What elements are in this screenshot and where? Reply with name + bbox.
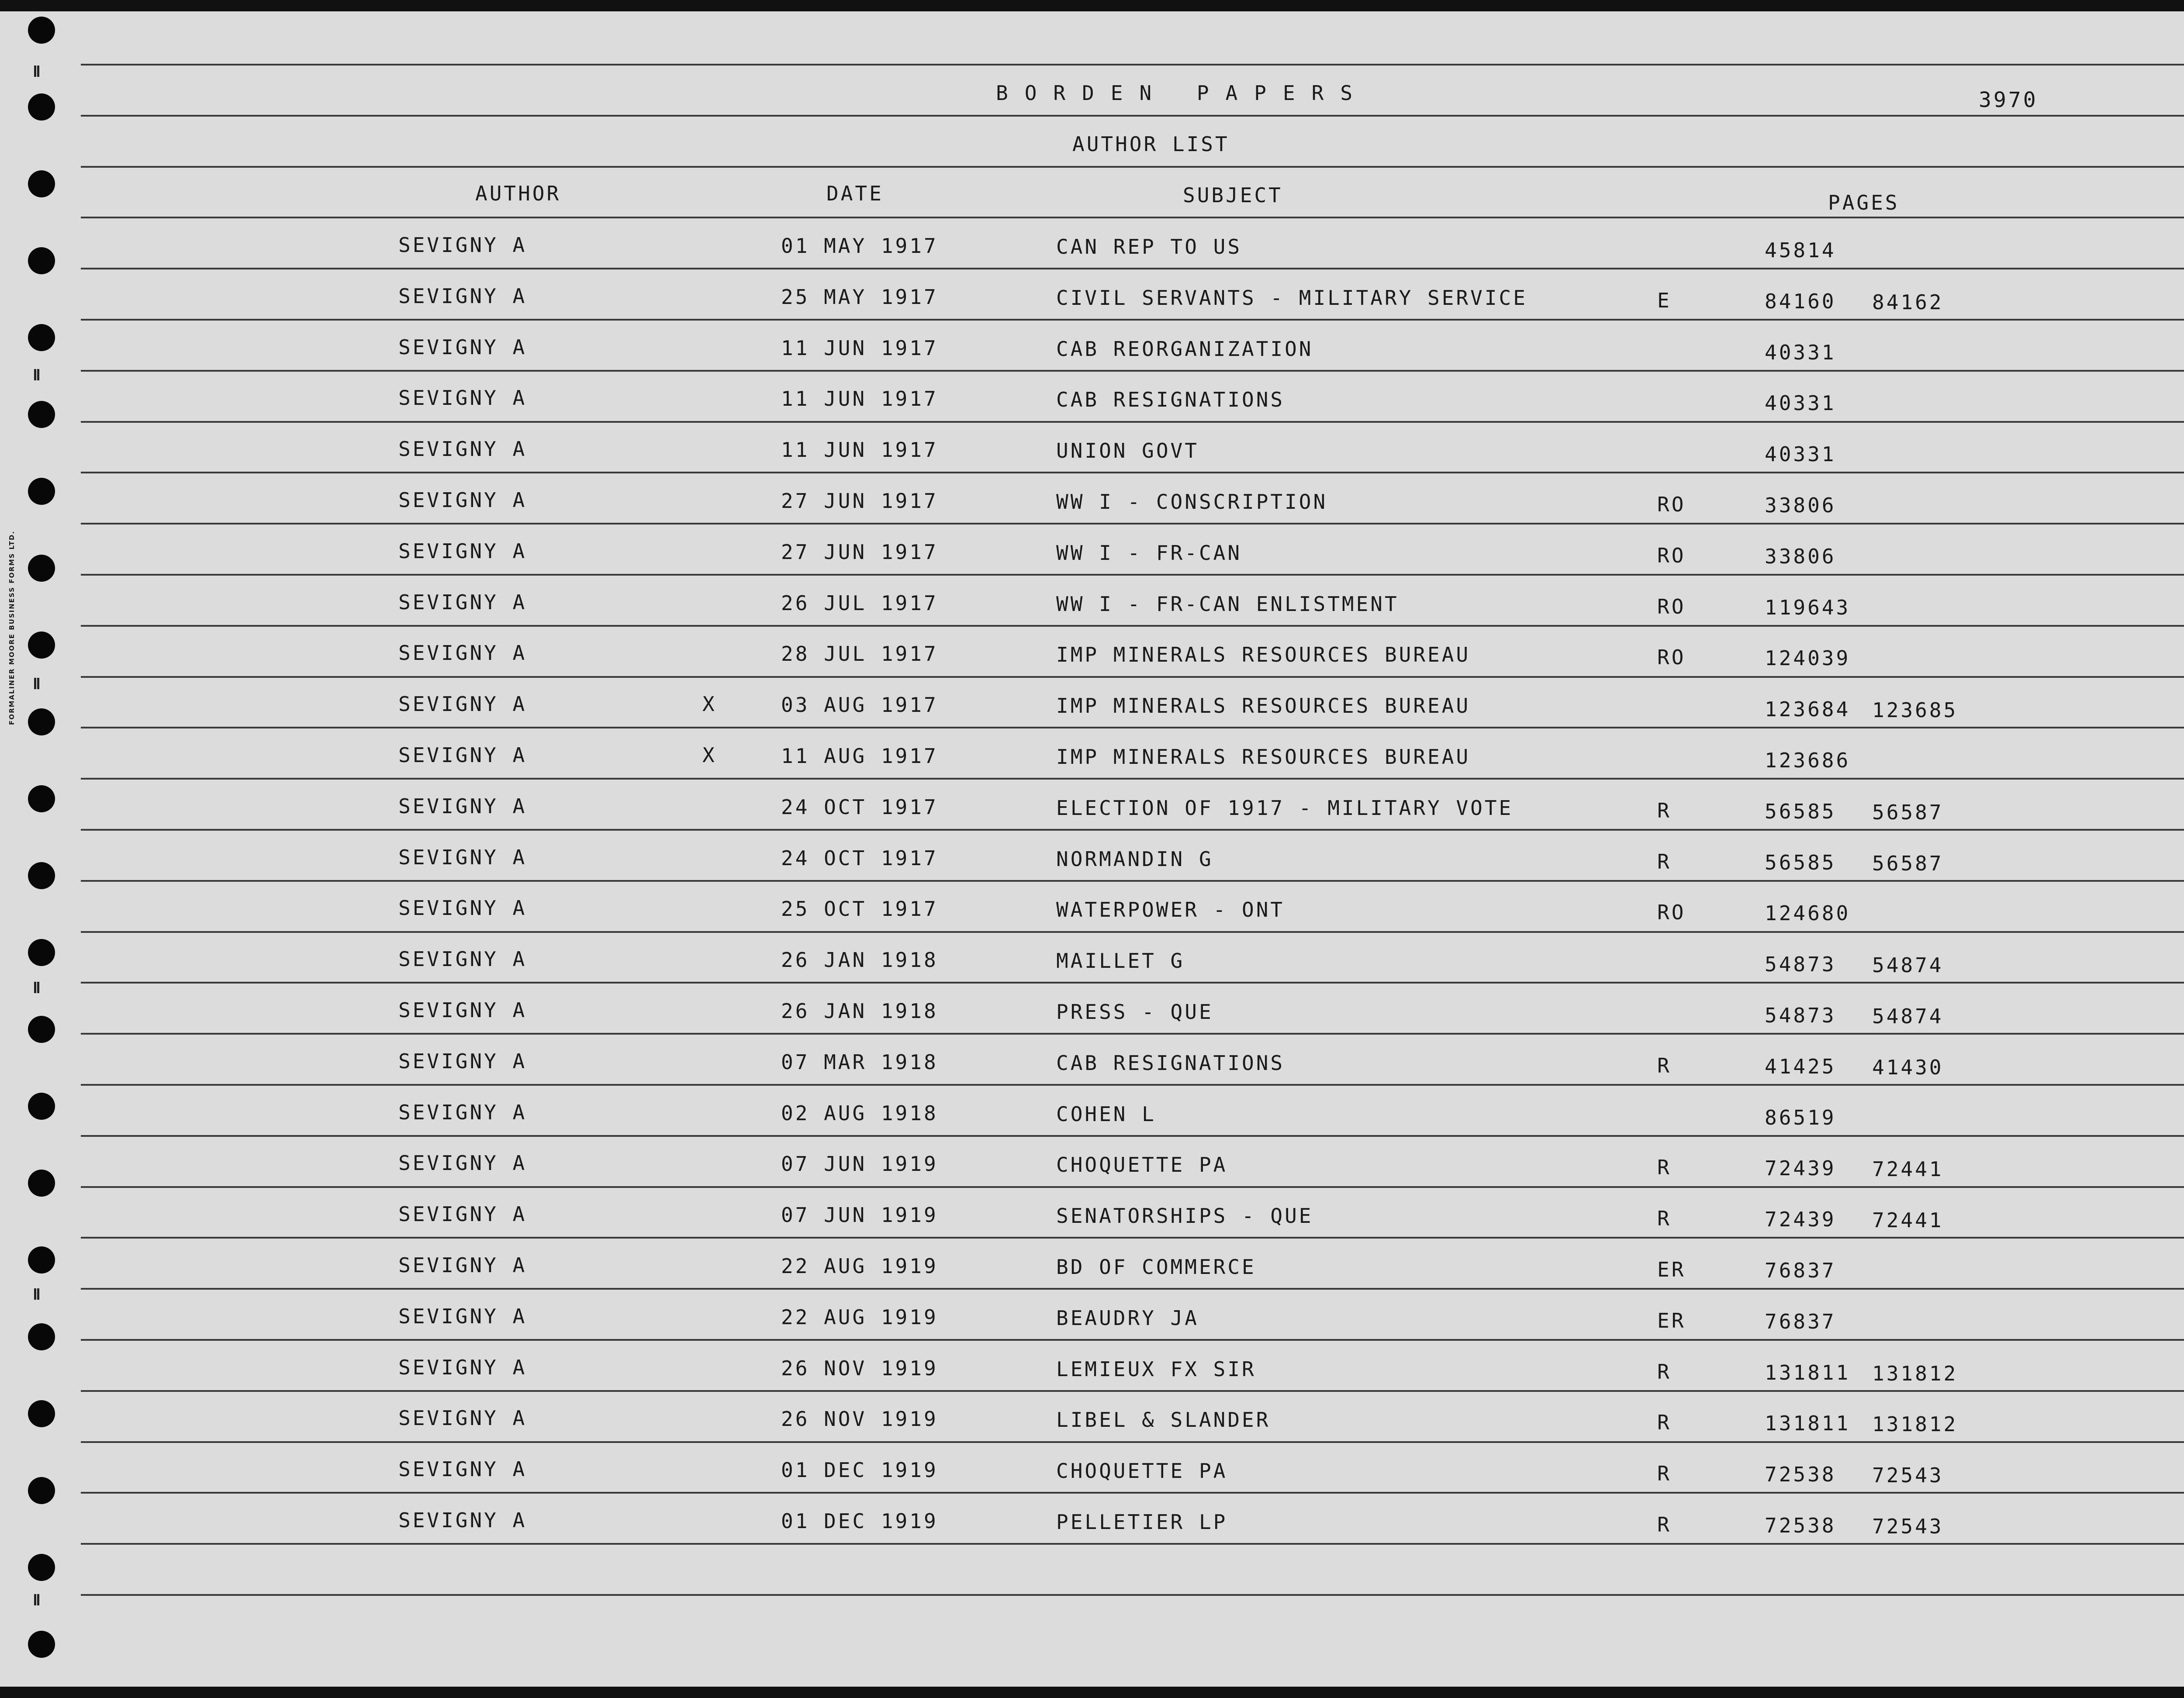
author-cell: SEVIGNY A bbox=[398, 1253, 527, 1277]
date-cell: 26 JUL 1917 bbox=[781, 591, 938, 615]
date-cell: 11 JUN 1917 bbox=[781, 336, 938, 360]
ruled-line bbox=[81, 829, 2184, 831]
author-cell: SEVIGNY A bbox=[398, 1049, 527, 1073]
ruled-line bbox=[81, 1288, 2184, 1290]
margin-imprint: FORMALINER MOORE BUSINESS FORMS LTD. bbox=[8, 530, 16, 725]
code-cell: R bbox=[1657, 1156, 1672, 1179]
author-cell: SEVIGNY A bbox=[398, 539, 527, 563]
subject-cell: CAB RESIGNATIONS bbox=[1056, 1051, 1285, 1075]
date-cell: 01 DEC 1919 bbox=[781, 1458, 938, 1482]
column-header-date: DATE bbox=[826, 182, 884, 205]
table-row bbox=[0, 898, 2184, 924]
page-end-cell: 131812 bbox=[1872, 1362, 1958, 1385]
perforation-mark bbox=[34, 369, 39, 380]
ruled-line bbox=[81, 268, 2184, 269]
author-cell: SEVIGNY A bbox=[398, 386, 527, 410]
table-row bbox=[0, 1357, 2184, 1384]
subject-cell: WW I - FR-CAN ENLISTMENT bbox=[1056, 592, 1399, 616]
author-cell: SEVIGNY A bbox=[398, 743, 527, 767]
subject-cell: WW I - CONSCRIPTION bbox=[1056, 490, 1328, 514]
ruled-line bbox=[81, 217, 2184, 218]
subject-cell: COHEN L bbox=[1056, 1102, 1156, 1126]
date-cell: 11 JUN 1917 bbox=[781, 387, 938, 411]
author-cell: SEVIGNY A bbox=[398, 488, 527, 512]
ruled-line bbox=[81, 1390, 2184, 1392]
author-cell: SEVIGNY A bbox=[398, 896, 527, 920]
table-row bbox=[0, 337, 2184, 363]
page-start-cell: 72538 bbox=[1765, 1514, 1836, 1537]
ruled-line bbox=[81, 421, 2184, 423]
page-end-cell: 56587 bbox=[1872, 852, 1944, 875]
perforation-mark bbox=[34, 1288, 39, 1300]
page-start-cell: 84160 bbox=[1765, 290, 1836, 313]
page-end-cell: 72543 bbox=[1872, 1515, 1944, 1538]
date-cell: 26 JAN 1918 bbox=[781, 999, 938, 1023]
ruled-line bbox=[81, 370, 2184, 372]
ruled-line bbox=[81, 1339, 2184, 1341]
page-start-cell: 72439 bbox=[1765, 1208, 1836, 1231]
code-cell: R bbox=[1657, 1207, 1672, 1230]
page-start-cell: 76837 bbox=[1765, 1259, 1836, 1282]
date-cell: 07 JUN 1919 bbox=[781, 1203, 938, 1227]
page-start-cell: 131811 bbox=[1765, 1361, 1851, 1384]
date-cell: 27 JUN 1917 bbox=[781, 489, 938, 513]
author-cell: SEVIGNY A bbox=[398, 794, 527, 818]
table-row bbox=[0, 1306, 2184, 1332]
author-cell: SEVIGNY A bbox=[398, 1305, 527, 1328]
subject-cell: CAB REORGANIZATION bbox=[1056, 337, 1313, 361]
code-cell: RO bbox=[1657, 901, 1686, 924]
tractor-feed-hole bbox=[28, 93, 55, 121]
page-start-cell: 119643 bbox=[1765, 596, 1851, 619]
author-cell: SEVIGNY A bbox=[398, 1457, 527, 1481]
page-start-cell: 124039 bbox=[1765, 646, 1851, 670]
subject-cell: SENATORSHIPS - QUE bbox=[1056, 1204, 1313, 1228]
page-start-cell: 131811 bbox=[1765, 1412, 1851, 1435]
document-title: BORDEN PAPERS bbox=[996, 81, 1369, 105]
document-subtitle: AUTHOR LIST bbox=[1072, 132, 1230, 156]
column-header-author: AUTHOR bbox=[475, 182, 561, 205]
scan-border-top bbox=[0, 0, 2184, 11]
table-row bbox=[0, 643, 2184, 669]
date-cell: 22 AUG 1919 bbox=[781, 1254, 938, 1278]
perforation-mark bbox=[34, 66, 39, 77]
page-start-cell: 56585 bbox=[1765, 851, 1836, 874]
table-row bbox=[0, 1153, 2184, 1179]
subject-cell: LIBEL & SLANDER bbox=[1056, 1408, 1271, 1432]
subject-cell: ELECTION OF 1917 - MILITARY VOTE bbox=[1056, 796, 1514, 820]
ruled-line bbox=[81, 1441, 2184, 1443]
table-row bbox=[0, 439, 2184, 465]
code-cell: ER bbox=[1657, 1309, 1686, 1332]
date-cell: 02 AUG 1918 bbox=[781, 1101, 938, 1125]
page-start-cell: 54873 bbox=[1765, 953, 1836, 976]
subject-cell: CHOQUETTE PA bbox=[1056, 1459, 1228, 1483]
code-cell: RO bbox=[1657, 493, 1686, 516]
subject-cell: CAN REP TO US bbox=[1056, 235, 1242, 259]
page-start-cell: 123684 bbox=[1765, 697, 1851, 721]
ruled-line bbox=[81, 1237, 2184, 1239]
page-end-cell: 72441 bbox=[1872, 1208, 1944, 1232]
ruled-line bbox=[81, 778, 2184, 780]
date-cell: 03 AUG 1917 bbox=[781, 693, 938, 717]
page-end-cell: 72543 bbox=[1872, 1463, 1944, 1487]
date-cell: 28 JUL 1917 bbox=[781, 642, 938, 666]
page-start-cell: 124680 bbox=[1765, 901, 1851, 925]
date-cell: 01 MAY 1917 bbox=[781, 234, 938, 258]
code-cell: R bbox=[1657, 1054, 1672, 1077]
table-row bbox=[0, 1408, 2184, 1434]
date-cell: 07 MAR 1918 bbox=[781, 1050, 938, 1074]
author-cell: SEVIGNY A bbox=[398, 284, 527, 308]
ruled-line bbox=[81, 625, 2184, 627]
page-start-cell: 40331 bbox=[1765, 391, 1836, 415]
table-row bbox=[0, 847, 2184, 873]
tractor-feed-hole bbox=[28, 1631, 55, 1658]
scan-border-bottom bbox=[0, 1687, 2184, 1698]
ruled-line bbox=[81, 880, 2184, 882]
code-cell: RO bbox=[1657, 645, 1686, 669]
ruled-line bbox=[81, 64, 2184, 66]
code-cell: R bbox=[1657, 1462, 1672, 1485]
column-header-pages: PAGES bbox=[1828, 191, 1900, 214]
author-cell: SEVIGNY A bbox=[398, 233, 527, 257]
ruled-line bbox=[81, 574, 2184, 576]
ruled-line bbox=[81, 472, 2184, 473]
page-end-cell: 131812 bbox=[1872, 1412, 1958, 1436]
table-row bbox=[0, 949, 2184, 975]
subject-cell: MAILLET G bbox=[1056, 949, 1185, 973]
page-end-cell: 56587 bbox=[1872, 801, 1944, 824]
author-cell: SEVIGNY A bbox=[398, 1101, 527, 1124]
table-row bbox=[0, 694, 2184, 720]
page-start-cell: 76837 bbox=[1765, 1310, 1836, 1333]
code-cell: RO bbox=[1657, 595, 1686, 618]
date-cell: 25 OCT 1917 bbox=[781, 897, 938, 921]
ruled-line bbox=[81, 1084, 2184, 1086]
author-cell: SEVIGNY A bbox=[398, 1356, 527, 1379]
document-number: 3970 bbox=[1979, 88, 2038, 112]
date-cell: 22 AUG 1919 bbox=[781, 1305, 938, 1329]
perforation-mark bbox=[34, 982, 39, 993]
author-cell: SEVIGNY A bbox=[398, 590, 527, 614]
author-cell: SEVIGNY A bbox=[398, 947, 527, 971]
tractor-feed-hole bbox=[28, 170, 55, 197]
ruled-line bbox=[81, 727, 2184, 728]
page-start-cell: 56585 bbox=[1765, 800, 1836, 823]
code-cell: RO bbox=[1657, 544, 1686, 567]
ruled-line bbox=[81, 1492, 2184, 1494]
page-start-cell: 33806 bbox=[1765, 494, 1836, 517]
table-row bbox=[0, 796, 2184, 822]
date-cell: 26 NOV 1919 bbox=[781, 1407, 938, 1431]
ruled-line bbox=[81, 1186, 2184, 1188]
table-row bbox=[0, 490, 2184, 516]
subject-cell: BEAUDRY JA bbox=[1056, 1306, 1199, 1330]
date-cell: 01 DEC 1919 bbox=[781, 1509, 938, 1533]
date-cell: 25 MAY 1917 bbox=[781, 285, 938, 309]
ruled-line bbox=[81, 523, 2184, 525]
ruled-line bbox=[81, 319, 2184, 321]
date-cell: 11 AUG 1917 bbox=[781, 744, 938, 768]
ruled-line bbox=[81, 166, 2184, 168]
page-start-cell: 72538 bbox=[1765, 1463, 1836, 1486]
code-cell: R bbox=[1657, 799, 1672, 822]
page-start-cell: 86519 bbox=[1765, 1106, 1836, 1129]
table-row bbox=[0, 1051, 2184, 1077]
table-row bbox=[0, 1204, 2184, 1230]
table-row bbox=[0, 286, 2184, 312]
subject-cell: IMP MINERALS RESOURCES BUREAU bbox=[1056, 694, 1471, 718]
subject-cell: IMP MINERALS RESOURCES BUREAU bbox=[1056, 643, 1471, 666]
author-cell: SEVIGNY A bbox=[398, 1508, 527, 1532]
table-row bbox=[0, 592, 2184, 618]
author-cell: SEVIGNY A bbox=[398, 437, 527, 461]
code-cell: R bbox=[1657, 850, 1672, 873]
code-cell: R bbox=[1657, 1360, 1672, 1384]
date-cell: 26 NOV 1919 bbox=[781, 1356, 938, 1380]
date-cell: 26 JAN 1918 bbox=[781, 948, 938, 972]
page-start-cell: 40331 bbox=[1765, 442, 1836, 466]
table-row bbox=[0, 235, 2184, 261]
date-cell: 27 JUN 1917 bbox=[781, 540, 938, 564]
x-mark-cell: X bbox=[702, 743, 717, 767]
subject-cell: CIVIL SERVANTS - MILITARY SERVICE bbox=[1056, 286, 1527, 310]
page-end-cell: 54874 bbox=[1872, 1004, 1944, 1028]
subject-cell: WW I - FR-CAN bbox=[1056, 541, 1242, 565]
subject-cell: IMP MINERALS RESOURCES BUREAU bbox=[1056, 745, 1471, 769]
subject-cell: WATERPOWER - ONT bbox=[1056, 898, 1285, 921]
page-end-cell: 54874 bbox=[1872, 953, 1944, 977]
table-row bbox=[0, 745, 2184, 771]
page-end-cell: 84162 bbox=[1872, 290, 1944, 314]
author-cell: SEVIGNY A bbox=[398, 1406, 527, 1430]
date-cell: 11 JUN 1917 bbox=[781, 438, 938, 462]
ruled-line bbox=[81, 931, 2184, 933]
subject-cell: BD OF COMMERCE bbox=[1056, 1255, 1256, 1279]
date-cell: 07 JUN 1919 bbox=[781, 1152, 938, 1176]
author-cell: SEVIGNY A bbox=[398, 641, 527, 665]
code-cell: ER bbox=[1657, 1258, 1686, 1281]
page-start-cell: 41425 bbox=[1765, 1055, 1836, 1078]
page-end-cell: 72441 bbox=[1872, 1157, 1944, 1181]
table-row bbox=[0, 1459, 2184, 1485]
code-cell: E bbox=[1657, 289, 1672, 312]
ruled-line bbox=[81, 1594, 2184, 1596]
page-end-cell: 123685 bbox=[1872, 698, 1958, 722]
subject-cell: LEMIEUX FX SIR bbox=[1056, 1357, 1256, 1381]
column-header-subject: SUBJECT bbox=[1183, 183, 1283, 207]
author-cell: SEVIGNY A bbox=[398, 846, 527, 869]
page-end-cell: 41430 bbox=[1872, 1056, 1944, 1079]
author-cell: SEVIGNY A bbox=[398, 1151, 527, 1175]
ruled-line bbox=[81, 115, 2184, 117]
subject-cell: PELLETIER LP bbox=[1056, 1510, 1228, 1534]
perforation-mark bbox=[34, 1594, 39, 1605]
x-mark-cell: X bbox=[702, 692, 717, 716]
page-start-cell: 72439 bbox=[1765, 1156, 1836, 1180]
subject-cell: NORMANDIN G bbox=[1056, 847, 1213, 871]
author-cell: SEVIGNY A bbox=[398, 692, 527, 716]
author-cell: SEVIGNY A bbox=[398, 1202, 527, 1226]
code-cell: R bbox=[1657, 1411, 1672, 1434]
page-start-cell: 40331 bbox=[1765, 341, 1836, 364]
author-cell: SEVIGNY A bbox=[398, 335, 527, 359]
date-cell: 24 OCT 1917 bbox=[781, 846, 938, 870]
tractor-feed-hole bbox=[28, 1554, 55, 1581]
tractor-feed-hole bbox=[28, 17, 55, 44]
ruled-line bbox=[81, 676, 2184, 678]
ruled-line bbox=[81, 982, 2184, 984]
table-row bbox=[0, 1000, 2184, 1026]
subject-cell: PRESS - QUE bbox=[1056, 1000, 1213, 1024]
ruled-line bbox=[81, 1033, 2184, 1035]
page-start-cell: 45814 bbox=[1765, 238, 1836, 262]
author-cell: SEVIGNY A bbox=[398, 998, 527, 1022]
code-cell: R bbox=[1657, 1513, 1672, 1536]
page-start-cell: 123686 bbox=[1765, 749, 1851, 772]
perforation-mark bbox=[34, 678, 39, 689]
table-row bbox=[0, 1510, 2184, 1536]
table-row bbox=[0, 1102, 2184, 1129]
subject-cell: UNION GOVT bbox=[1056, 439, 1199, 462]
table-row bbox=[0, 541, 2184, 567]
page-start-cell: 33806 bbox=[1765, 545, 1836, 568]
ruled-line bbox=[81, 1135, 2184, 1137]
table-row bbox=[0, 1255, 2184, 1281]
ruled-line bbox=[81, 1543, 2184, 1545]
subject-cell: CHOQUETTE PA bbox=[1056, 1153, 1228, 1177]
table-row bbox=[0, 388, 2184, 414]
subject-cell: CAB RESIGNATIONS bbox=[1056, 388, 1285, 411]
page-start-cell: 54873 bbox=[1765, 1004, 1836, 1027]
date-cell: 24 OCT 1917 bbox=[781, 795, 938, 819]
